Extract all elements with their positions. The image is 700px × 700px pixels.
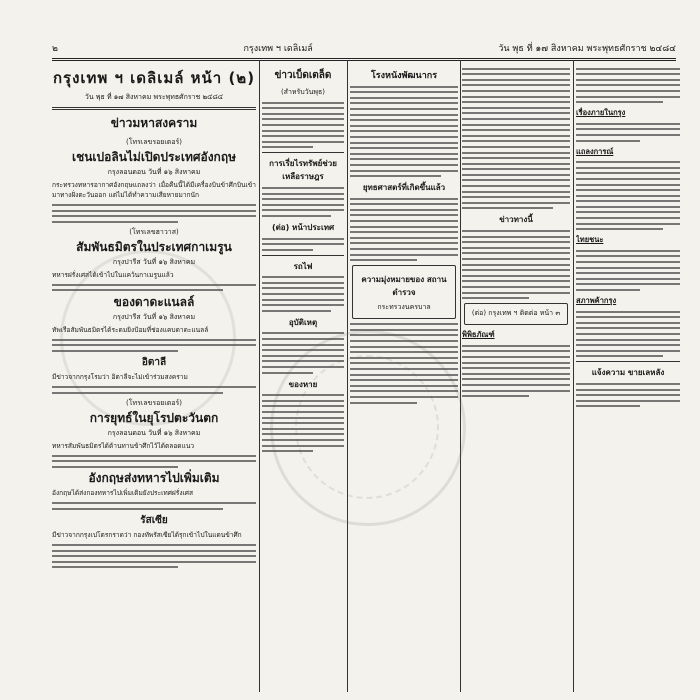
text-lines [350,198,458,262]
subhead: อุบัติเหตุ [288,317,318,327]
subhead: ของหาย [288,379,318,389]
subhead: การเรี่ยไรทรัพย์ช่วยเหลือราษฎร [269,159,337,182]
masthead-subtitle: วัน พุธ ที่ ๑๗ สิงหาคม พระพุทธศักราช ๒๔๘๔ [84,93,224,101]
headline: ของดาดะแนลล์ [113,294,195,309]
article-body: ทหารสัมพันธมิตรได้ต้านทานข้าศึกไว้ได้ตลอดแนว [52,441,195,450]
column-1 [52,64,256,690]
source-tag: (โทรเลขรอยเตอร์) [125,138,183,146]
subhead: รถไฟ [293,261,313,271]
source-tag: (โทรเลขรอยเตอร์) [125,398,183,407]
text-lines [52,339,256,352]
dateline: กรุงลอนดอน วันที่ ๑๖ สิงหาคม [107,428,201,437]
continued-caption: (ต่อ) กรุงเทพ ฯ ติดต่อ หน้า ๓ [471,309,561,318]
text-lines [52,284,256,292]
headline: สัมพันธมิตรในประเทศกาเมรูน [76,239,232,254]
dateline: กรุงปารีส วันที่ ๑๖ สิงหาคม [112,257,196,266]
dateline: กรุงลอนดอน วันที่ ๑๖ สิงหาคม [107,168,201,176]
column-rule [347,60,348,692]
article-body: ทหารฝรั่งเศสได้เข้าไปในแคว้นกาเมรูนแล้ว [52,270,174,279]
column-rule [573,60,574,692]
column-3 [350,64,458,690]
subhead: (ต่อ) หน้าประเทศ [271,222,335,232]
source-tag: (โทรเลขฮาวาส) [129,227,179,236]
text-lines [52,386,256,394]
masthead-title: กรุงเทพ ฯ เดลิเมล์ หน้า (๒) [52,69,256,87]
section-title: ข่าวมหาสงคราม [110,116,198,130]
boxed-notice [352,265,456,319]
text-lines [52,502,256,510]
headline: การยุทธ์ในยุโรปตะวันตก [89,410,219,425]
article-body: อังกฤษได้ส่งกองทหารไปเพิ่มเติมยังประเทศฝรั่งเศส [52,489,194,498]
column-4 [462,64,570,690]
text-lines [52,544,256,568]
text-lines [576,383,680,407]
column-rule [259,60,260,692]
article-body: ทัพเรือสัมพันธมิตรได้ระดมยิงป้อมที่ช่องแคบดาดะแนลล์ [52,325,209,334]
section-tag: (สำหรับวันพุธ) [280,88,326,96]
subhead: ข่าวทางนี้ [499,215,533,225]
page-header [52,42,676,56]
subhead: โรงหนังพัฒนากร [370,71,438,81]
article-body: มีข่าวจากกรุงโรมว่า อิตาลีจะไม่เข้าร่วมสงคราม [52,373,188,382]
text-lines [462,68,570,210]
headline: รัสเซีย [140,515,168,527]
article-body: กระทรวงทหารอากาศอังกฤษแถลงว่า เมื่อคืนนี้ได้มีเครื่องบินข้าศึกบินเข้ามาทางฝั่งตะวันออก แต่ไม่ได้ทำความเสียหายมากนัก [52,181,256,200]
header-rule [52,58,676,59]
text-lines [262,394,344,452]
dateline: กรุงปารีส วันที่ ๑๖ สิงหาคม [112,312,196,321]
subhead: แจ้งความ ขายเลหลัง [591,368,665,378]
text-lines [350,323,458,403]
text-lines [52,455,256,468]
text-lines [576,250,680,291]
headline: อังกฤษส่งทหารไปเพิ่มเติม [88,471,220,486]
text-lines [462,230,570,299]
subhead: เรื่องภายในกรุง [576,108,626,118]
column-2 [262,64,344,690]
subhead: สภาพค้ากรุง [576,296,617,305]
notice-source: กระทรวงนครบาล [377,303,431,312]
column-5 [576,64,680,690]
text-lines [262,276,344,312]
text-lines [576,161,680,230]
notice-title: ความมุ่งหมายของ สถานตำรวจ [361,275,447,298]
headline: เชนเปอลินไม่เปิดประเทศอังกฤษ [71,150,237,164]
text-lines [262,332,344,373]
header-center: กรุงเทพ ฯ เดลิเมล์ [243,44,313,54]
subhead: ไทยชนะ [576,235,604,245]
text-lines [462,345,570,397]
subhead: แถลงการณ์ [576,146,614,156]
text-lines [350,86,458,178]
header-date: วัน พุธ ที่ ๑๗ สิงหาคม พระพุทธศักราช ๒๔๘๔ [498,44,676,54]
subhead: พิพิธภัณฑ์ [462,330,495,340]
page-number: ๒ [52,44,58,54]
text-lines [576,311,680,358]
text-lines [576,123,680,142]
article-body: มีข่าวจากกรุงเปโตรกราดว่า กองทัพรัสเซียได้รุกเข้าไปในแดนข้าศึก [52,531,242,540]
text-lines [576,68,680,104]
column-rule [460,60,461,692]
text-lines [262,238,344,251]
continued-box [464,303,568,325]
text-lines [52,204,256,223]
subhead: ยุทธศาสตร์ที่เกิดขึ้นแล้ว [362,183,446,193]
section-title: ข่าวเบ็ดเตล็ด [274,70,332,81]
headline: อิตาลี [141,357,167,369]
text-lines [262,102,344,149]
text-lines [262,187,344,217]
